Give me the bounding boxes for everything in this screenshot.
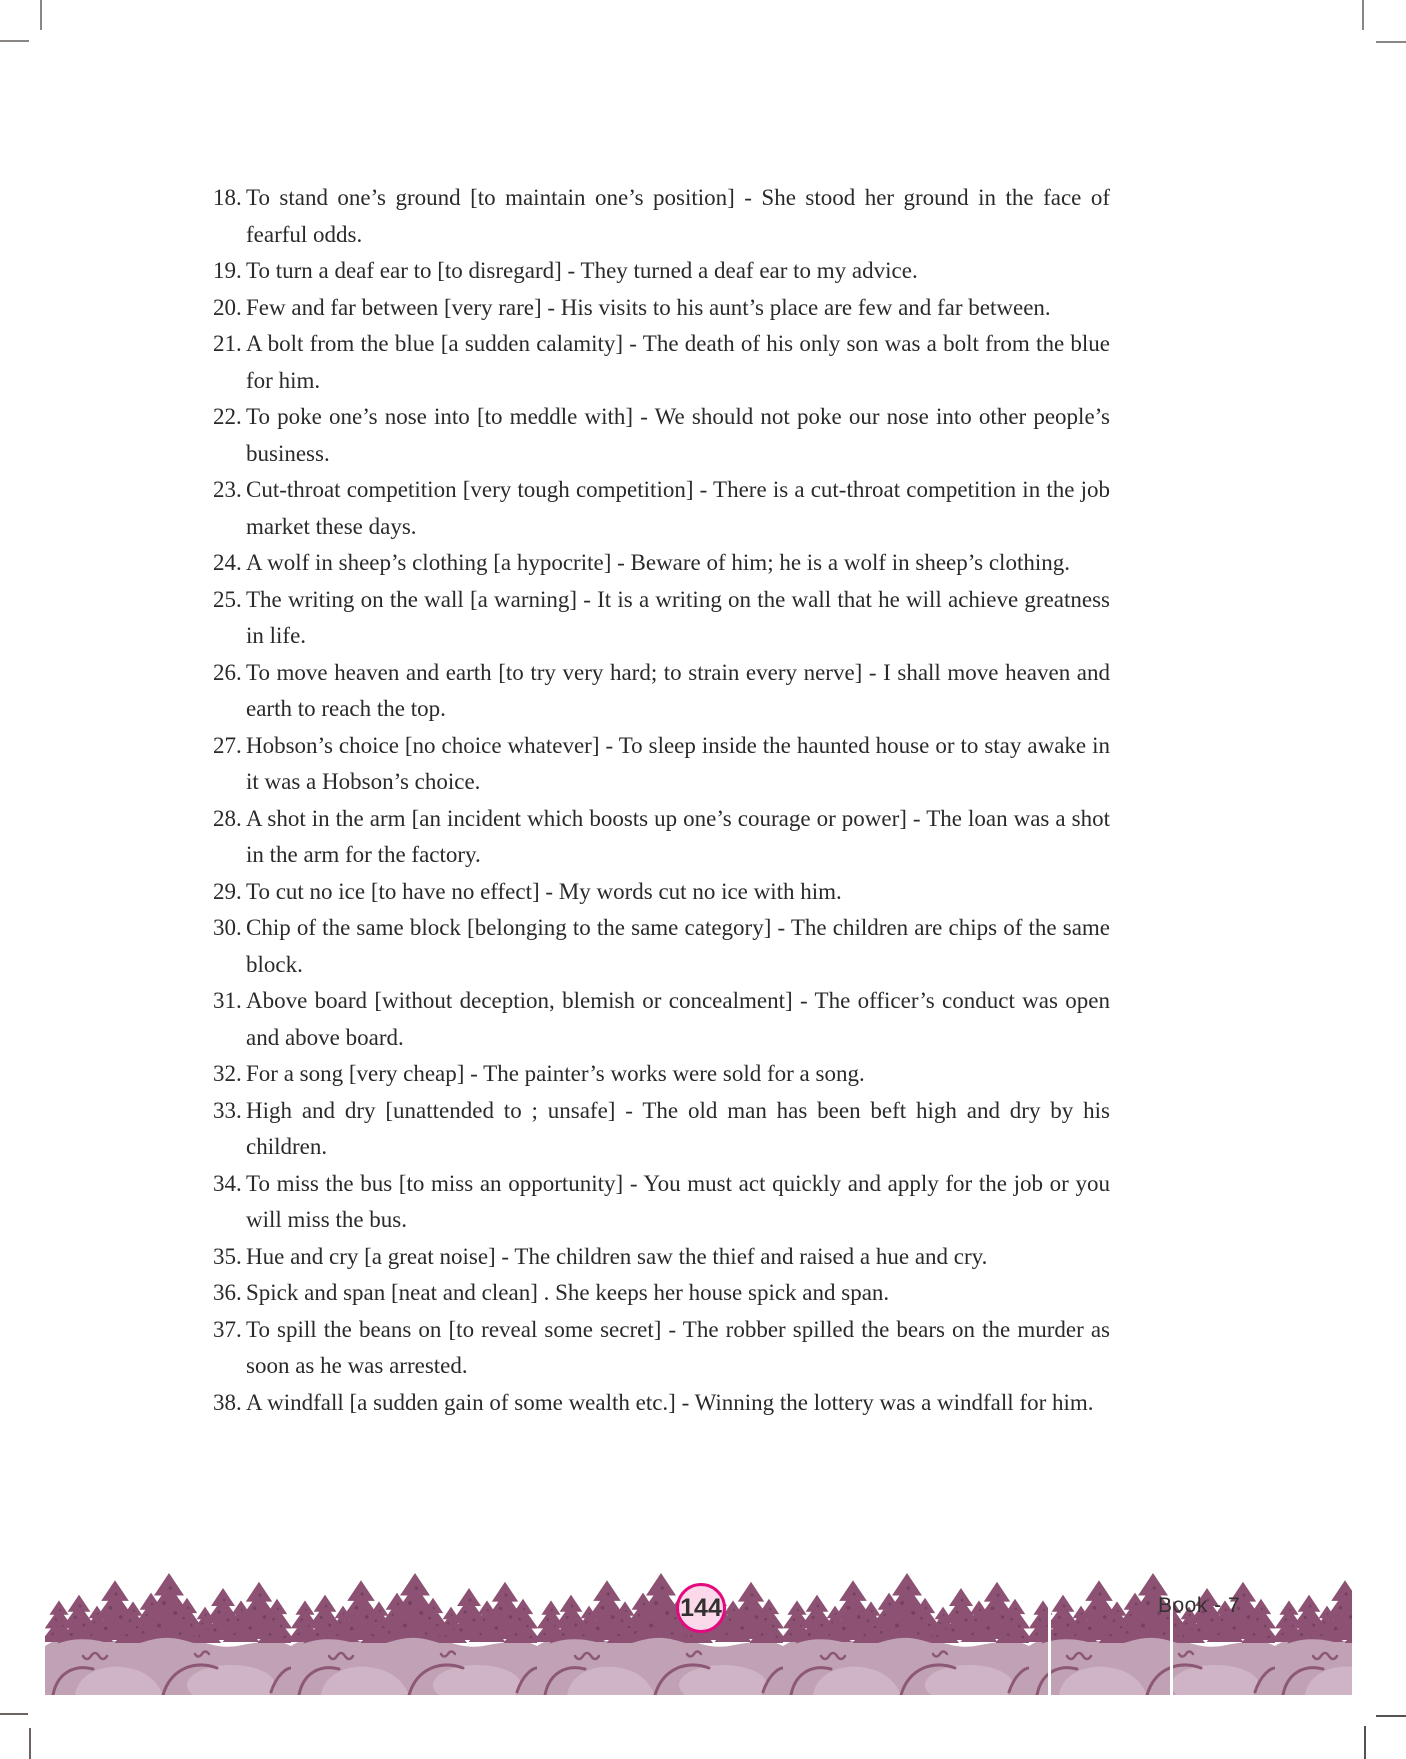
item-number: 36. (213, 1280, 242, 1305)
list-item (213, 655, 1110, 728)
item-text: To miss the bus [to miss an opportunity] - You must act quickly and apply for the job or you will miss the bus. (246, 1170, 1110, 1232)
item-text: A windfall [a sudden gain of some wealth etc.] - Winning the lottery was a windfall for him. (246, 1389, 1094, 1415)
item-text: Hue and cry [a great noise] - The children saw the thief and raised a hue and cry. (246, 1243, 988, 1269)
item-text: Spick and span [neat and clean] . She keeps her house spick and span. (246, 1280, 890, 1305)
item-number: 26. (213, 659, 242, 685)
item-number: 25. (213, 586, 242, 612)
item-number: 38. (213, 1389, 242, 1415)
item-text: High and dry [unattended to ; unsafe] - The old man has been beft high and dry by his children. (246, 1097, 1110, 1159)
item-number: 32. (213, 1061, 242, 1086)
item-number: 34. (213, 1170, 242, 1196)
crop-mark-top-right-vertical (1362, 0, 1364, 30)
crop-mark-bottom-left-horizontal (0, 1713, 28, 1715)
item-text: A bolt from the blue [a sudden calamity] - The death of his only son was a bolt from the blue for him. (246, 331, 1110, 393)
list-item (213, 1275, 1110, 1312)
item-number: 37. (213, 1316, 242, 1342)
item-text: To cut no ice [to have no effect] - My words cut no ice with him. (246, 878, 842, 904)
item-number: 20. (213, 294, 242, 320)
list-item (213, 326, 1110, 399)
item-text: Hobson’s choice [no choice whatever] - To sleep inside the haunted house or to stay awake in it was a Hobson’s choice. (246, 732, 1110, 794)
item-number: 33. (213, 1097, 242, 1123)
item-number: 31. (213, 988, 242, 1013)
item-text: A wolf in sheep’s clothing [a hypocrite] - Beware of him; he is a wolf in sheep’s clothing. (246, 550, 1070, 575)
list-item (213, 545, 1110, 582)
item-number: 35. (213, 1243, 242, 1269)
crop-mark-bottom-right-horizontal (1376, 1715, 1406, 1717)
crop-mark-bottom-right-vertical (1364, 1726, 1366, 1759)
tile-seam (1170, 1572, 1173, 1695)
idiom-list (213, 180, 1110, 1421)
page-number: 144 (680, 1593, 722, 1622)
item-text: To stand one’s ground [to maintain one’s position] - She stood her ground in the face of fearful odds. (246, 185, 1110, 247)
item-text: For a song [very cheap] - The painter’s works were sold for a song. (246, 1061, 865, 1086)
book-label: Book - 7 (1158, 1594, 1241, 1617)
list-item (213, 290, 1110, 327)
item-number: 28. (213, 805, 242, 831)
list-item (213, 983, 1110, 1056)
list-item (213, 1093, 1110, 1166)
list-item (213, 472, 1110, 545)
item-number: 29. (213, 878, 242, 904)
list-item (213, 801, 1110, 874)
page-number-badge (676, 1583, 726, 1633)
list-item (213, 1312, 1110, 1385)
item-number: 19. (213, 258, 242, 283)
item-number: 22. (213, 404, 242, 429)
item-number: 21. (213, 331, 242, 356)
item-text: The writing on the wall [a warning] - It is a writing on the wall that he will achieve greatness in life. (246, 586, 1110, 648)
item-text: To move heaven and earth [to try very hard; to strain every nerve] - I shall move heaven and earth to reach the top. (246, 659, 1110, 721)
item-text: Few and far between [very rare] - His visits to his aunt’s place are few and far between. (246, 294, 1051, 320)
item-text: To poke one’s nose into [to meddle with] - We should not poke our nose into other people’s business. (246, 404, 1110, 466)
item-number: 30. (213, 915, 242, 940)
list-item (213, 1385, 1110, 1422)
item-text: A shot in the arm [an incident which boosts up one’s courage or power] - The loan was a shot in the arm for the factory. (246, 805, 1110, 867)
list-item (213, 728, 1110, 801)
crop-mark-bottom-left-vertical (29, 1728, 31, 1759)
list-item (213, 874, 1110, 911)
item-text: To spill the beans on [to reveal some secret] - The robber spilled the bears on the murder as soon as he was arrested. (246, 1316, 1110, 1378)
item-number: 24. (213, 550, 242, 575)
item-text: Chip of the same block [belonging to the same category] - The children are chips of the same block. (246, 915, 1110, 977)
list-item (213, 253, 1110, 290)
item-text: To turn a deaf ear to [to disregard] - They turned a deaf ear to my advice. (246, 258, 918, 283)
item-number: 18. (213, 185, 242, 210)
list-item (213, 1239, 1110, 1276)
crop-mark-top-left-horizontal (0, 40, 29, 42)
crop-mark-top-left-vertical (40, 0, 42, 30)
item-number: 23. (213, 477, 242, 502)
list-item (213, 399, 1110, 472)
item-text: Cut-throat competition [very tough competition] - There is a cut-throat competition in the job market these days. (246, 477, 1110, 539)
tile-seam (1048, 1572, 1051, 1695)
list-item (213, 910, 1110, 983)
crop-mark-top-right-horizontal (1376, 41, 1406, 43)
list-item (213, 180, 1110, 253)
list-item (213, 1166, 1110, 1239)
item-number: 27. (213, 732, 242, 758)
list-item (213, 1056, 1110, 1093)
item-text: Above board [without deception, blemish or concealment] - The officer’s conduct was open and above board. (246, 988, 1110, 1050)
list-item (213, 582, 1110, 655)
